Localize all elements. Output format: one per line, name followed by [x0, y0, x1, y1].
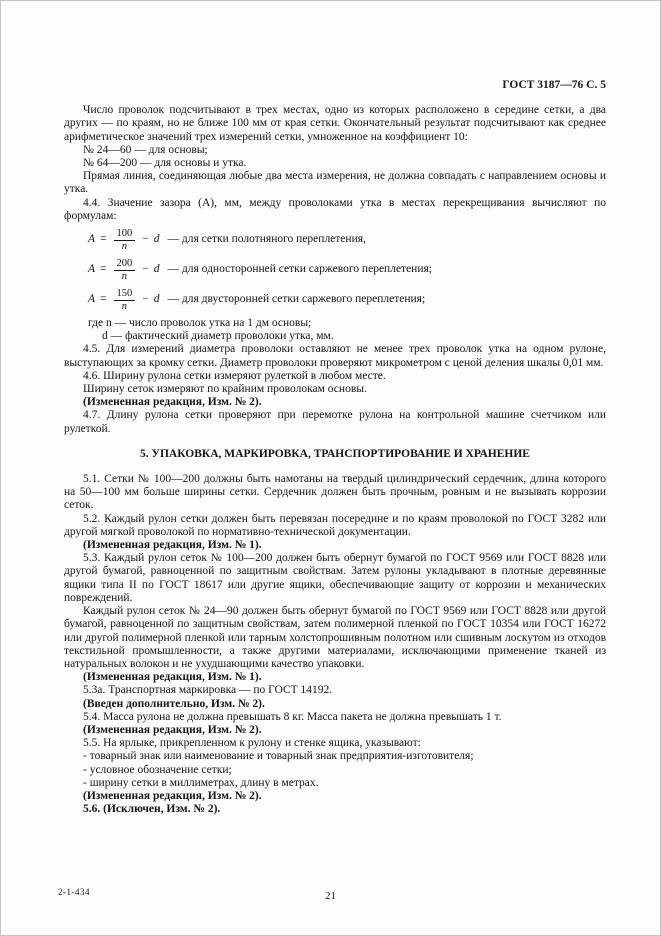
revision-note: (Измененная редакция, Изм. № 2). [83, 789, 262, 802]
fraction [114, 288, 136, 312]
formula-single-twill [88, 255, 606, 285]
revision-note: (Измененная редакция, Изм. № 1). [83, 671, 262, 684]
fraction-denominator: n [121, 270, 128, 282]
para-clause-5-5: 5.5. На ярлыке, прикрепленном к рулону и стенке ящика, указывают: [83, 737, 421, 750]
para-clause-5-3: 5.3. Каждый рулон сеток № 100—200 должен быть обернут бумагой по ГОСТ 9569 или ГОСТ 8828 или другой бумагой, равноценной по защитным свойствам. Затем рулоны укладывают в плотные деревянные ящики типа II по ГОСТ 18617 или другие ящики, обеспечивающие защиту от коррозии и механических повреждений. [64, 552, 606, 604]
fraction-numerator: 200 [114, 258, 136, 271]
para-clause-4-4: 4.4. Значение зазора (А), мм, между проволоками утка в местах перекрещивания вычисляют по формулам: [64, 196, 606, 222]
para-warp-weft-range: № 64—200 — для основы и утка. [83, 157, 247, 170]
label-list-item: - условное обозначение сетки; [83, 763, 232, 776]
revision-note: (Измененная редакция, Изм. № 2). [83, 396, 262, 409]
formula-description: — для односторонней сетки саржевого переплетения; [167, 263, 432, 276]
formula-description: — для двусторонней сетки саржевого переплетения; [167, 293, 426, 306]
para-clause-5-1: 5.1. Сетки № 100—200 должны быть намотаны на твердый цилиндрический сердечник, длина которого на 50—100 мм больше ширины сетки. Сердечник должен быть прочным, ровным и не вызывать коррозии сеток. [64, 473, 606, 512]
formula-plain-weave [88, 225, 606, 255]
equals-sign: = [100, 293, 107, 306]
fraction-denominator: n [121, 300, 128, 312]
formula-variable-d: d [153, 263, 160, 276]
revision-note: (Измененная редакция, Изм. № 1). [83, 539, 262, 552]
para-wire-count: Число проволок подсчитывают в трех местах, одно из которых расположено в середине сетки, а два других — по краям, но не ближе 100 мм от края сетки. Окончательный результат подсчитывают как среднее арифметическое значений трех измерений сетки, умноженное на коэффициент 10: [64, 104, 606, 143]
formula-variable-a: А [88, 293, 96, 306]
formula-variable-a: А [88, 263, 96, 276]
para-clause-5-3b: Каждый рулон сеток № 24—90 должен быть обернут бумагой по ГОСТ 9569 или ГОСТ 8828 или другой бумагой, равноценной по защитным свойствам, затем полимерной пленкой по ГОСТ 10354 или ГОСТ 16272 или другой полимерной пленкой или тарным холстопрошивным полотном или сшивным лоскутом из отходов текстильной промышленности, а также другими материалами, исключающими применение тканей из натуральных волокон и не ухудшающими качество упаковки. [64, 605, 606, 670]
equals-sign: = [100, 263, 107, 276]
para-clause-4-7: 4.7. Длину рулона сетки проверяют при перемотке рулона на контрольной машине счетчиком или рулеткой. [64, 409, 606, 435]
label-list-item: - товарный знак или наименование и товарный знак предприятия-изготовителя; [83, 750, 474, 763]
minus-sign: − [142, 263, 149, 276]
para-clause-5-3a: 5.3а. Транспортная маркировка — по ГОСТ 14192. [83, 684, 333, 697]
introduced-note: (Введен дополнительно, Изм. № 2). [83, 697, 265, 710]
para-where-n: где n — число проволок утка на 1 дм основы; [88, 317, 312, 330]
para-where-d: d — фактический диаметр проволоки утка, мм. [102, 330, 334, 343]
fraction [114, 258, 136, 282]
fraction [114, 228, 136, 252]
para-clause-5-2: 5.2. Каждый рулон сетки должен быть перевязан посередине и по краям проволокой по ГОСТ 3282 или другой мягкой проволокой по нормативно-технической документации. [64, 512, 606, 538]
page-content [64, 79, 606, 816]
para-clause-4-6b: Ширину сеток измеряют по крайним проволокам основы. [83, 383, 367, 396]
print-order-code: 2-1-434 [58, 886, 90, 897]
formula-variable-d: d [153, 293, 160, 306]
para-clause-5-4: 5.4. Масса рулона не должна превышать 8 кг. Масса пакета не должна превышать 1 т. [83, 710, 502, 723]
fraction-denominator: n [121, 240, 128, 252]
para-clause-5-6: 5.6. (Исключен, Изм. № 2). [83, 803, 221, 816]
minus-sign: − [142, 293, 149, 306]
formula-double-twill [88, 285, 606, 315]
label-list-item: - ширину сетки в миллиметрах, длину в метрах. [83, 776, 319, 789]
section-5-heading: 5. УПАКОВКА, МАРКИРОВКА, ТРАНСПОРТИРОВАНИЕ И ХРАНЕНИЕ [140, 447, 530, 460]
formula-description: — для сетки полотняного переплетения, [167, 233, 366, 246]
fraction-numerator: 100 [114, 228, 136, 241]
minus-sign: − [142, 233, 149, 246]
document-header: ГОСТ 3187—76 С. 5 [502, 79, 606, 91]
para-straight-line: Прямая линия, соединяющая любые два места измерения, не должна совпадать с направлением основы и утка. [64, 170, 606, 196]
formula-variable-a: А [88, 233, 96, 246]
fraction-numerator: 150 [114, 288, 136, 301]
para-warp-range: № 24—60 — для основы; [83, 143, 208, 156]
para-clause-4-5: 4.5. Для измерений диаметра проволоки оставляют не менее трех проволок утка на одном рулоне, выступающих за кромку сетки. Диаметр проволоки проверяют микрометром с ценой деления шкалы 0,01 мм. [64, 343, 606, 369]
revision-note: (Измененная редакция, Изм. № 2). [83, 723, 262, 736]
formulas-block [64, 225, 606, 315]
page-number: 21 [325, 889, 336, 902]
formula-variable-d: d [153, 233, 160, 246]
equals-sign: = [100, 233, 107, 246]
para-clause-4-6: 4.6. Ширину рулона сетки измеряют рулеткой в любом месте. [83, 369, 386, 382]
